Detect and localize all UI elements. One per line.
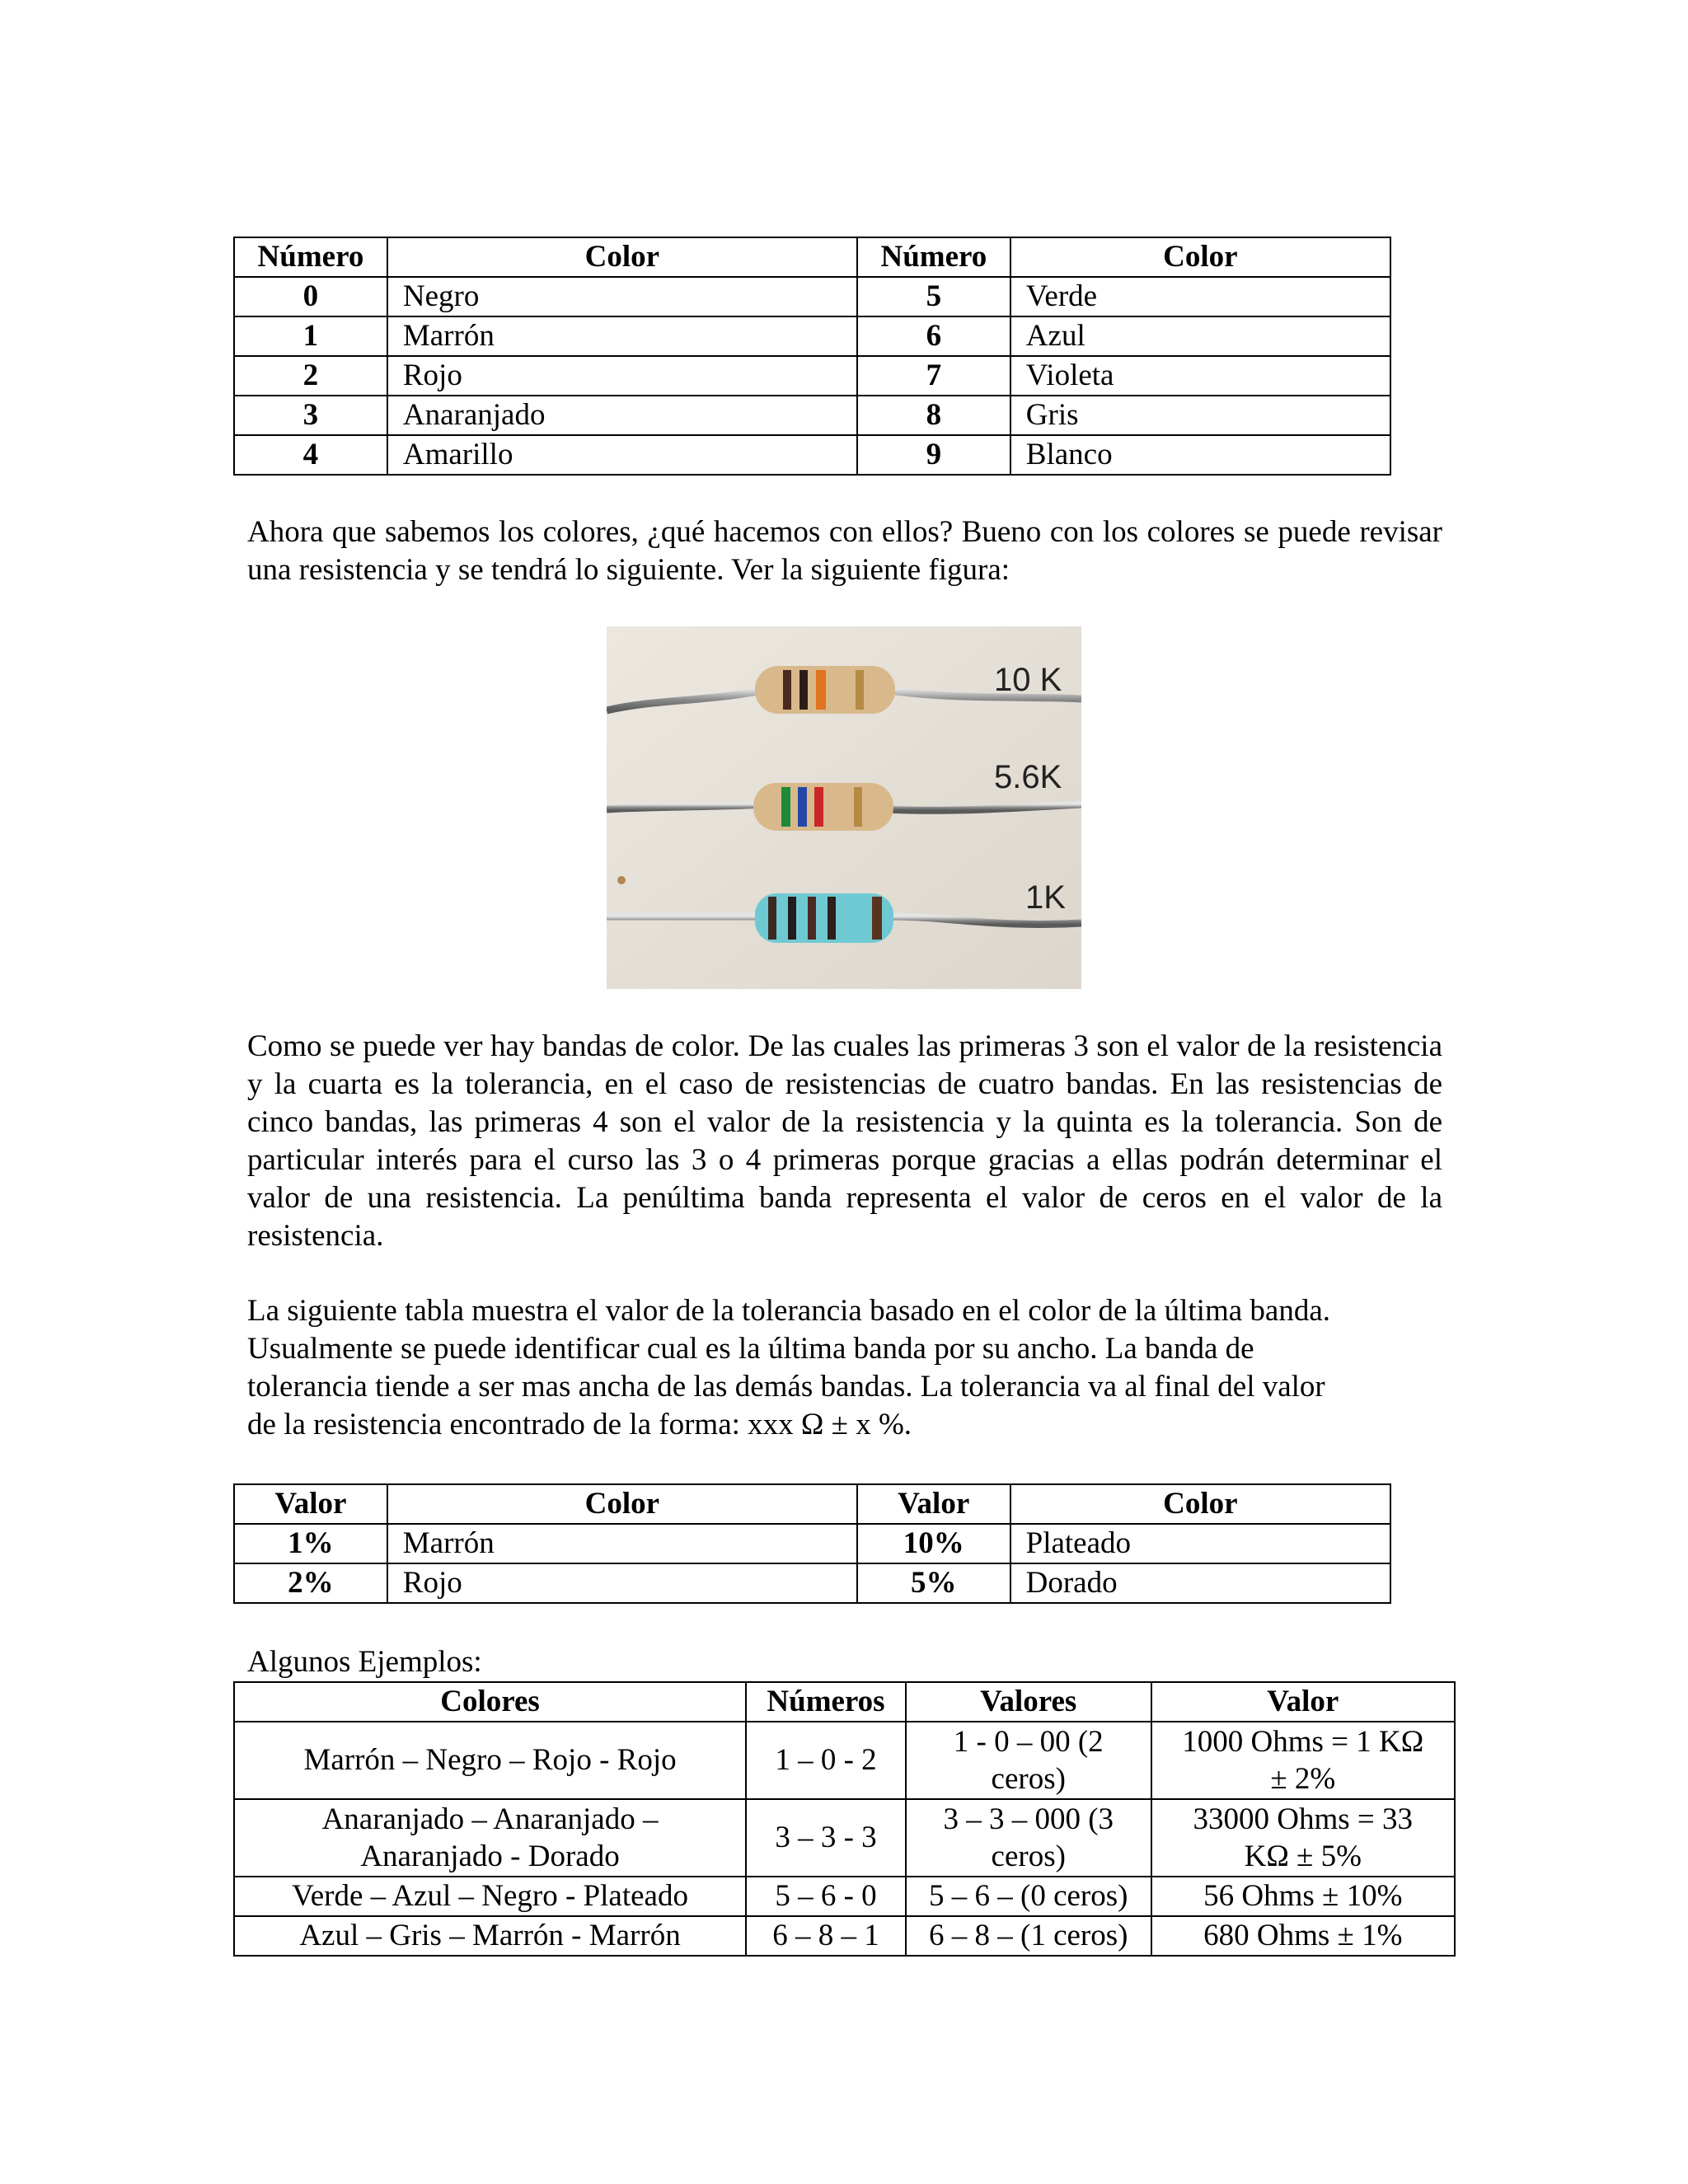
color-cell: Amarillo [387,435,857,475]
table-row [234,435,1390,475]
cell-line: ceros) [991,1762,1066,1796]
digit-cell: 6 [857,316,1010,356]
digits-cell [746,1916,906,1956]
paragraph-line: tolerancia tiende a ser mas ancha de las demás bandas. La tolerancia va al final del valor [247,1370,1325,1404]
table-header-row [234,237,1390,277]
cell-line: 3 – 3 - 3 [775,1821,877,1854]
digit-cell: 2 [234,356,387,396]
color-code-table [233,237,1391,476]
result-cell [1151,1722,1455,1799]
resistor-label: 1K [1025,879,1066,916]
color-cell: Anaranjado [387,396,857,435]
colors-cell [234,1916,746,1956]
table-row [234,1722,1455,1799]
header-valores: Valores [906,1682,1151,1722]
color-cell: Gris [1010,396,1390,435]
table-header-row [234,1484,1390,1524]
speck [617,876,626,884]
color-cell: Verde [1010,277,1390,316]
cell-line: 680 Ohms ± 1% [1203,1919,1403,1952]
digit-cell: 3 [234,396,387,435]
cell-line: 1000 Ohms = 1 KΩ [1182,1725,1424,1759]
header-color: Color [1010,237,1390,277]
cell-line: ceros) [991,1840,1066,1873]
cell-line: 1 – 0 - 2 [775,1743,877,1777]
cell-line: Anaranjado - Dorado [360,1840,620,1873]
header-color: Color [1010,1484,1390,1524]
table-row [234,1916,1455,1956]
cell-line: Azul – Gris – Marrón - Marrón [299,1919,681,1952]
cell-line: Anaranjado – Anaranjado – [321,1802,659,1836]
colors-cell [234,1799,746,1877]
color-cell: Plateado [1010,1524,1390,1563]
paragraph-line: de la resistencia encontrado de la forma: xxx Ω ± x %. [247,1408,912,1441]
cell-line: 33000 Ohms = 33 [1193,1802,1414,1836]
header-color: Color [387,237,857,277]
cell-line: KΩ ± 5% [1244,1840,1362,1873]
band [781,787,790,827]
color-cell: Azul [1010,316,1390,356]
digit-cell: 4 [234,435,387,475]
digit-cell: 1 [234,316,387,356]
result-cell [1151,1877,1455,1916]
cell-line: 6 – 8 – 1 [772,1919,879,1952]
tolerance-cell: 2% [234,1563,387,1603]
tolerance-cell: 10% [857,1524,1010,1563]
table-row [234,1524,1390,1563]
cell-line: 6 – 8 – (1 ceros) [929,1919,1128,1952]
band [798,787,807,827]
band [854,787,862,827]
bands-paragraph: Como se puede ver hay bandas de color. De las cuales las primeras 3 son el valor de la resistencia y la cuarta es la tolerancia, en el caso de resistencias de cuatro bandas. En las resistencias de cinco bandas, las primeras 4 son el valor de la resistencia y la quinta es la tolerancia. Son de particular interés para el curso las 3 o 4 primeras porque gracias a ellas podrán determinar el valor de una resistencia. La penúltima banda representa el valor de ceros en el valor de la resistencia. [247,1029,1442,1253]
cell-line: Verde – Azul – Negro - Plateado [292,1879,688,1913]
band [799,670,808,710]
header-numero: Número [234,237,387,277]
values-cell [906,1722,1151,1799]
tolerance-paragraph [247,1292,1442,1444]
values-cell [906,1877,1151,1916]
band [828,897,836,940]
digit-cell: 8 [857,396,1010,435]
band [816,670,826,710]
color-cell: Rojo [387,356,857,396]
color-cell: Negro [387,277,857,316]
band [872,897,882,940]
header-valor: Valor [234,1484,387,1524]
band [788,897,796,940]
digits-cell [746,1799,906,1877]
cell-line: 1 - 0 – 00 (2 [953,1725,1104,1759]
table-row [234,396,1390,435]
cell-line: ± 2% [1270,1762,1336,1796]
color-cell: Dorado [1010,1563,1390,1603]
table-row [234,1877,1455,1916]
band [783,670,791,710]
tolerance-cell: 1% [234,1524,387,1563]
color-cell: Marrón [387,316,857,356]
header-numero: Número [857,237,1010,277]
header-numeros: Números [746,1682,906,1722]
cell-line: 56 Ohms ± 10% [1203,1879,1403,1913]
paragraph-line: Usualmente se puede identificar cual es la última banda por su ancho. La banda de [247,1332,1254,1366]
header-color: Color [387,1484,857,1524]
colors-cell [234,1722,746,1799]
table-row [234,277,1390,316]
cell-line: 5 – 6 – (0 ceros) [929,1879,1128,1913]
examples-table [233,1681,1456,1957]
header-valor: Valor [857,1484,1010,1524]
band [768,897,776,940]
result-cell [1151,1916,1455,1956]
digit-cell: 7 [857,356,1010,396]
table-row [234,316,1390,356]
color-cell: Blanco [1010,435,1390,475]
table-row [234,1799,1455,1877]
tolerance-cell: 5% [857,1563,1010,1603]
band [856,670,864,710]
color-cell: Marrón [387,1524,857,1563]
colors-cell [234,1877,746,1916]
tolerance-table [233,1483,1391,1604]
header-colores: Colores [234,1682,746,1722]
resistor-label: 5.6K [994,759,1062,795]
band [808,897,816,940]
table-row [234,1563,1390,1603]
color-cell: Rojo [387,1563,857,1603]
resistor-photo [607,626,1081,989]
digit-cell: 0 [234,277,387,316]
resistor-label: 10 K [994,662,1062,698]
cell-line: Marrón – Negro – Rojo - Rojo [303,1743,677,1777]
values-cell [906,1799,1151,1877]
cell-line: 5 – 6 - 0 [775,1879,877,1913]
digits-cell [746,1722,906,1799]
color-cell: Violeta [1010,356,1390,396]
cell-line: 3 – 3 – 000 (3 [943,1802,1114,1836]
paragraph-line: La siguiente tabla muestra el valor de la tolerancia basado en el color de la última banda. [247,1294,1330,1328]
examples-heading: Algunos Ejemplos: [247,1645,482,1679]
digit-cell: 9 [857,435,1010,475]
digits-cell [746,1877,906,1916]
digit-cell: 5 [857,277,1010,316]
table-header-row [234,1682,1455,1722]
table-row [234,356,1390,396]
band [814,787,823,827]
header-valor: Valor [1151,1682,1455,1722]
result-cell [1151,1799,1455,1877]
values-cell [906,1916,1151,1956]
intro-paragraph: Ahora que sabemos los colores, ¿qué hacemos con ellos? Bueno con los colores se puede revisar una resistencia y se tendrá lo siguiente. Ver la siguiente figura: [247,515,1442,587]
